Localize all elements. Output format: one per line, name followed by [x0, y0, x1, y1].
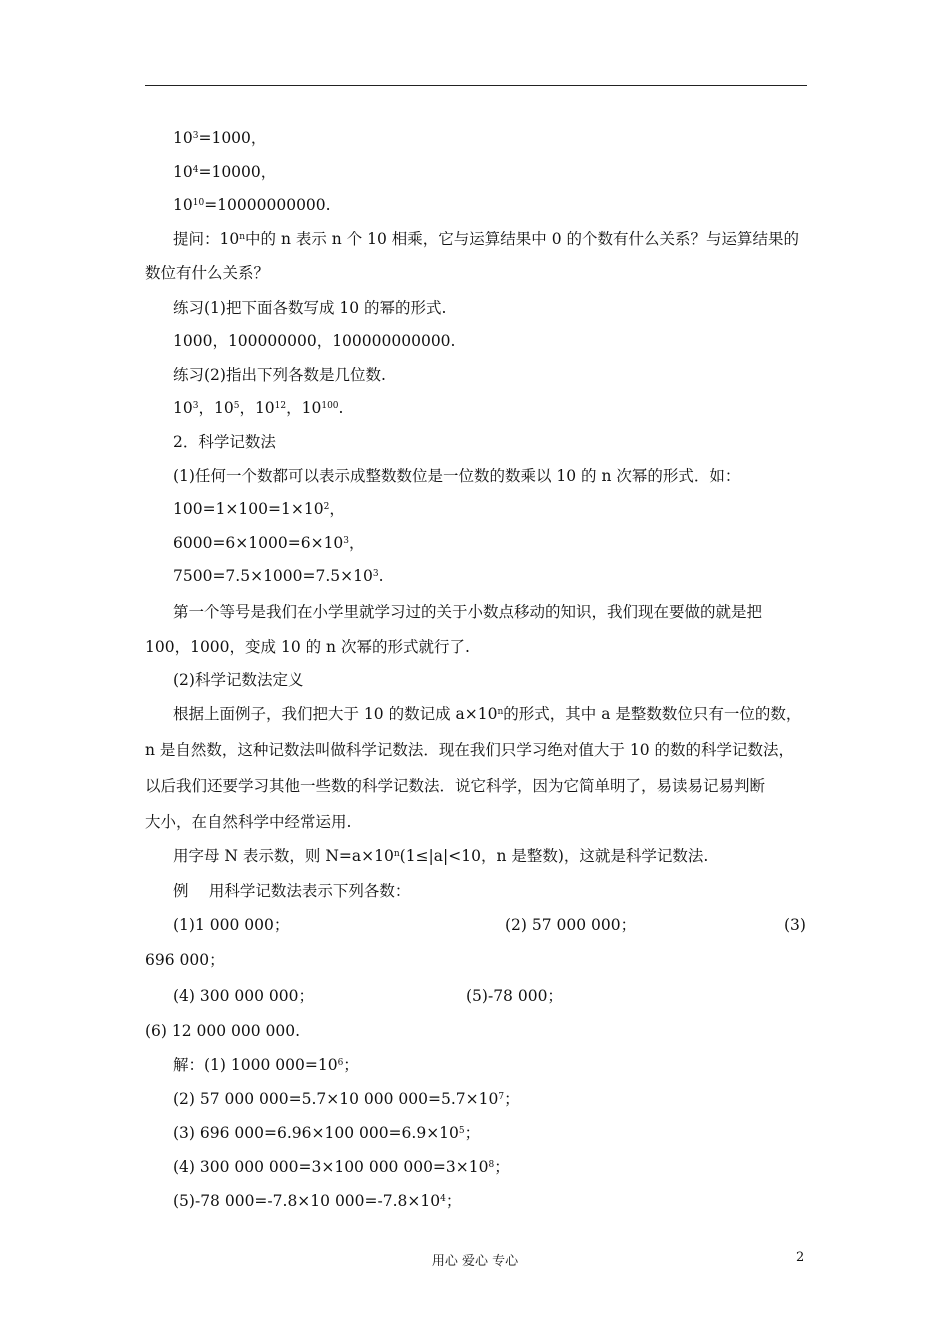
definition-line-2: n 是自然数，这种记数法叫做科学记数法．现在我们只学习绝对值大于 10 的数的科学记数法， — [145, 741, 794, 759]
subsection-definition: (2)科学记数法定义 — [173, 671, 304, 689]
exercise-1-numbers: 1000，100000000，100000000000. — [173, 332, 456, 350]
exercise-2-numbers: $10^3$，$10^5$，$10^{12}$，$10^{100}$. — [173, 399, 344, 417]
definition-line-4: 大小，在自然科学中经常运用. — [145, 813, 352, 831]
solution-line-2: (2) 57 000 000=5.7×10 000 $000=5.7\times 10^7$； — [173, 1090, 520, 1108]
paragraph-2-line-1: 第一个等号是我们在小学里就学习过的关于小数点移动的知识，我们现在要做的就是把 — [173, 603, 763, 621]
solution-line-4: (4) 300 000 000=3×100 000 $000=3\times 10^8$； — [173, 1158, 510, 1176]
solution-line-3: (3) 696 000=6.96×100 $000=6.9\times 10^5$； — [173, 1124, 481, 1142]
example-item-6: (6) 12 000 000 000. — [145, 1022, 301, 1040]
example-item-2: (2) 57 000 000； — [505, 916, 637, 934]
example-item-1: (1)1 000 000； — [173, 916, 290, 934]
solution-line-1: 解：(1) 1000 $000=10^6$； — [173, 1056, 359, 1074]
exercise-2-title: 练习(2)指出下列各数是几位数. — [173, 366, 386, 384]
example-item-4: (4) 300 000 000； — [173, 987, 314, 1005]
page-number: 2 — [796, 1250, 805, 1265]
section-2-heading: 2．科学记数法 — [173, 433, 276, 451]
footer-motto: 用心 爱心 专心 — [431, 1254, 519, 1269]
example-line-7500: $7500=7.5\times 1000=7.5\times 10^3$. — [173, 567, 384, 585]
header-rule — [145, 85, 807, 86]
formula-line: 用字母 N 表示数，则 $N=a\times 10^n(1\le|a|<10$，n 是整数)，这就是科学记数法. — [173, 847, 709, 865]
definition-line-1: 根据上面例子，我们把大于 10 的数记成 $a\times 10^n$的形式，其中 a 是整数数位只有一位的数， — [173, 705, 802, 723]
example-title: 例 用科学记数法表示下列各数： — [173, 882, 411, 900]
line-power-10: $10^{10}=10000000000$. — [173, 196, 331, 214]
definition-line-3: 以后我们还要学习其他一些数的科学记数法．说它科学，因为它简单明了，易读易记易判断 — [145, 777, 766, 795]
example-line-6000: $6000=6\times 1000=6\times 10^3$， — [173, 534, 365, 552]
example-item-5: (5)-78 000； — [466, 987, 563, 1005]
paragraph-2-line-2: 100，1000，变成 10 的 n 次幂的形式就行了. — [145, 638, 470, 656]
example-item-3-label: (3) — [784, 916, 806, 934]
paragraph-1: (1)任何一个数都可以表示成整数数位是一位数的数乘以 10 的 n 次幂的形式．如： — [173, 467, 741, 485]
line-power-4: $10^4=10000$， — [173, 163, 277, 181]
example-item-3-value: 696 000； — [145, 951, 225, 969]
example-line-100: $100=1\times 100=1\times 10^2$， — [173, 500, 345, 518]
question-line-2: 数位有什么关系？ — [145, 264, 270, 282]
solution-line-5: (5)-78 000=-7.8×10 $000=-7.8\times 10^4$； — [173, 1192, 462, 1210]
line-power-3: $10^3=1000$， — [173, 129, 267, 147]
question-line-1: 提问：10$^n$中的 n 表示 n 个 10 相乘，它与运算结果中 0 的个数有什么关系？与运算结果的 — [173, 230, 799, 248]
exercise-1-title: 练习(1)把下面各数写成 10 的幂的形式. — [173, 299, 447, 317]
